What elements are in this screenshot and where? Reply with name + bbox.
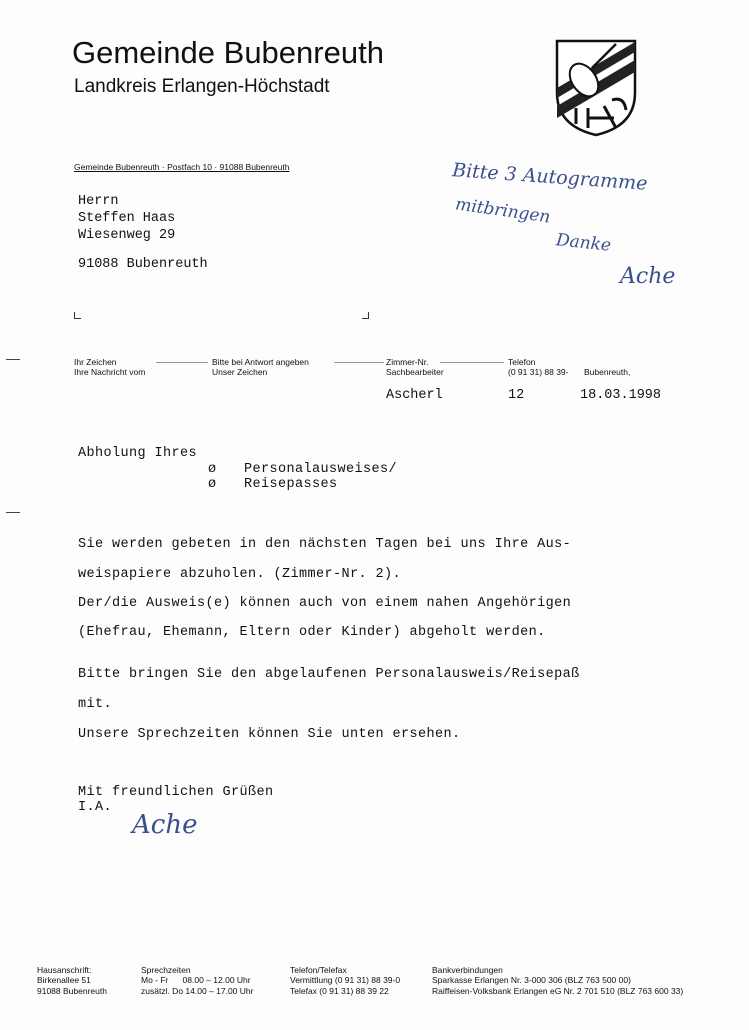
footer-hours-line: Mo - Fr 08.00 – 12.00 Uhr (141, 975, 251, 985)
subject-item-personalausweis: Personalausweises/ (244, 462, 398, 477)
handwritten-note-line2: mitbringen (454, 194, 552, 228)
footer-address-label: Hausanschrift: (37, 965, 92, 975)
body-paragraph-line: Der/die Ausweis(e) können auch von einem nahen Angehörigen (78, 596, 572, 611)
recipient-street: Wiesenweg 29 (78, 228, 176, 243)
handwritten-note-line1: Bitte 3 Autogramme (451, 159, 649, 195)
footer-tel-line: Vermittlung (0 91 31) 88 39-0 (290, 975, 401, 985)
ref-telefon-prefix: (0 91 31) 88 39- (508, 367, 569, 377)
fold-mark (6, 359, 20, 360)
letterhead-title: Gemeinde Bubenreuth (72, 35, 384, 70)
footer-bank-line: Raiffeisen-Volksbank Erlangen eG Nr. 2 701 510 (BLZ 763 600 33) (432, 986, 684, 996)
divider (334, 362, 384, 363)
subject-line: Abholung Ihres (78, 446, 198, 461)
window-corner-mark (362, 312, 369, 319)
ref-ort-label: Bubenreuth, (584, 367, 631, 377)
footer-tel-label: Telefon/Telefax (290, 965, 347, 975)
ref-date-value: 18.03.1998 (580, 388, 662, 403)
body-paragraph-line: Sie werden gebeten in den nächsten Tagen bei uns Ihre Aus- (78, 537, 572, 552)
ref-telefon-value: 12 (508, 388, 525, 403)
footer-bank-line: Sparkasse Erlangen Nr. 3-000 306 (BLZ 763 500 00) (432, 975, 631, 985)
footer-bank-label: Bankverbindungen (432, 965, 503, 975)
subject-check-mark: ø (208, 462, 217, 477)
body-paragraph-line: Unsere Sprechzeiten können Sie unten ersehen. (78, 727, 461, 742)
body-paragraph-line: (Ehefrau, Ehemann, Eltern oder Kinder) abgeholt werden. (78, 625, 546, 640)
closing: Mit freundlichen Grüßen (78, 785, 274, 800)
ref-ihr-zeichen-label: Ihr Zeichen (74, 357, 117, 367)
footer-address-street: Birkenallee 51 (37, 975, 91, 985)
body-paragraph-line: weispapiere abzuholen. (Zimmer-Nr. 2). (78, 567, 402, 582)
ref-sachbearbeiter-label: Sachbearbeiter (386, 367, 444, 377)
handwritten-note-line3: Danke (555, 230, 612, 256)
handwritten-signature: Ache (132, 810, 198, 840)
footer-tel-line: Telefax (0 91 31) 88 39 22 (290, 986, 389, 996)
ref-zimmer-label: Zimmer-Nr. (386, 357, 429, 367)
letterhead-subtitle: Landkreis Erlangen-Höchstadt (74, 76, 330, 97)
return-address: Gemeinde Bubenreuth · Postfach 10 · 91088 Bubenreuth (74, 162, 290, 172)
ref-unser-zeichen-label: Unser Zeichen (212, 367, 268, 377)
fold-mark (6, 512, 20, 513)
handwritten-signature-top: Ache (620, 264, 676, 289)
footer-hours-line: zusätzl. Do 14.00 – 17.00 Uhr (141, 986, 254, 996)
recipient-salutation: Herrn (78, 194, 119, 209)
divider (156, 362, 208, 363)
ref-telefon-label: Telefon (508, 357, 536, 367)
closing-ia: I.A. (78, 800, 113, 815)
subject-item-reisepass: Reisepasses (244, 477, 338, 492)
footer-hours-label: Sprechzeiten (141, 965, 191, 975)
divider (440, 362, 504, 363)
recipient-city: 91088 Bubenreuth (78, 257, 208, 272)
coat-of-arms-icon (554, 38, 638, 138)
body-paragraph-line: mit. (78, 697, 113, 712)
window-corner-mark (74, 312, 81, 319)
body-paragraph-line: Bitte bringen Sie den abgelaufenen Personalausweis/Reisepaß (78, 667, 580, 682)
ref-bitte-angeben-label: Bitte bei Antwort angeben (212, 357, 309, 367)
subject-check-mark: ø (208, 477, 217, 492)
ref-sachbearbeiter-value: Ascherl (386, 388, 443, 403)
recipient-name: Steffen Haas (78, 211, 176, 226)
footer-address-city: 91088 Bubenreuth (37, 986, 107, 996)
ref-ihre-nachricht-label: Ihre Nachricht vom (74, 367, 146, 377)
